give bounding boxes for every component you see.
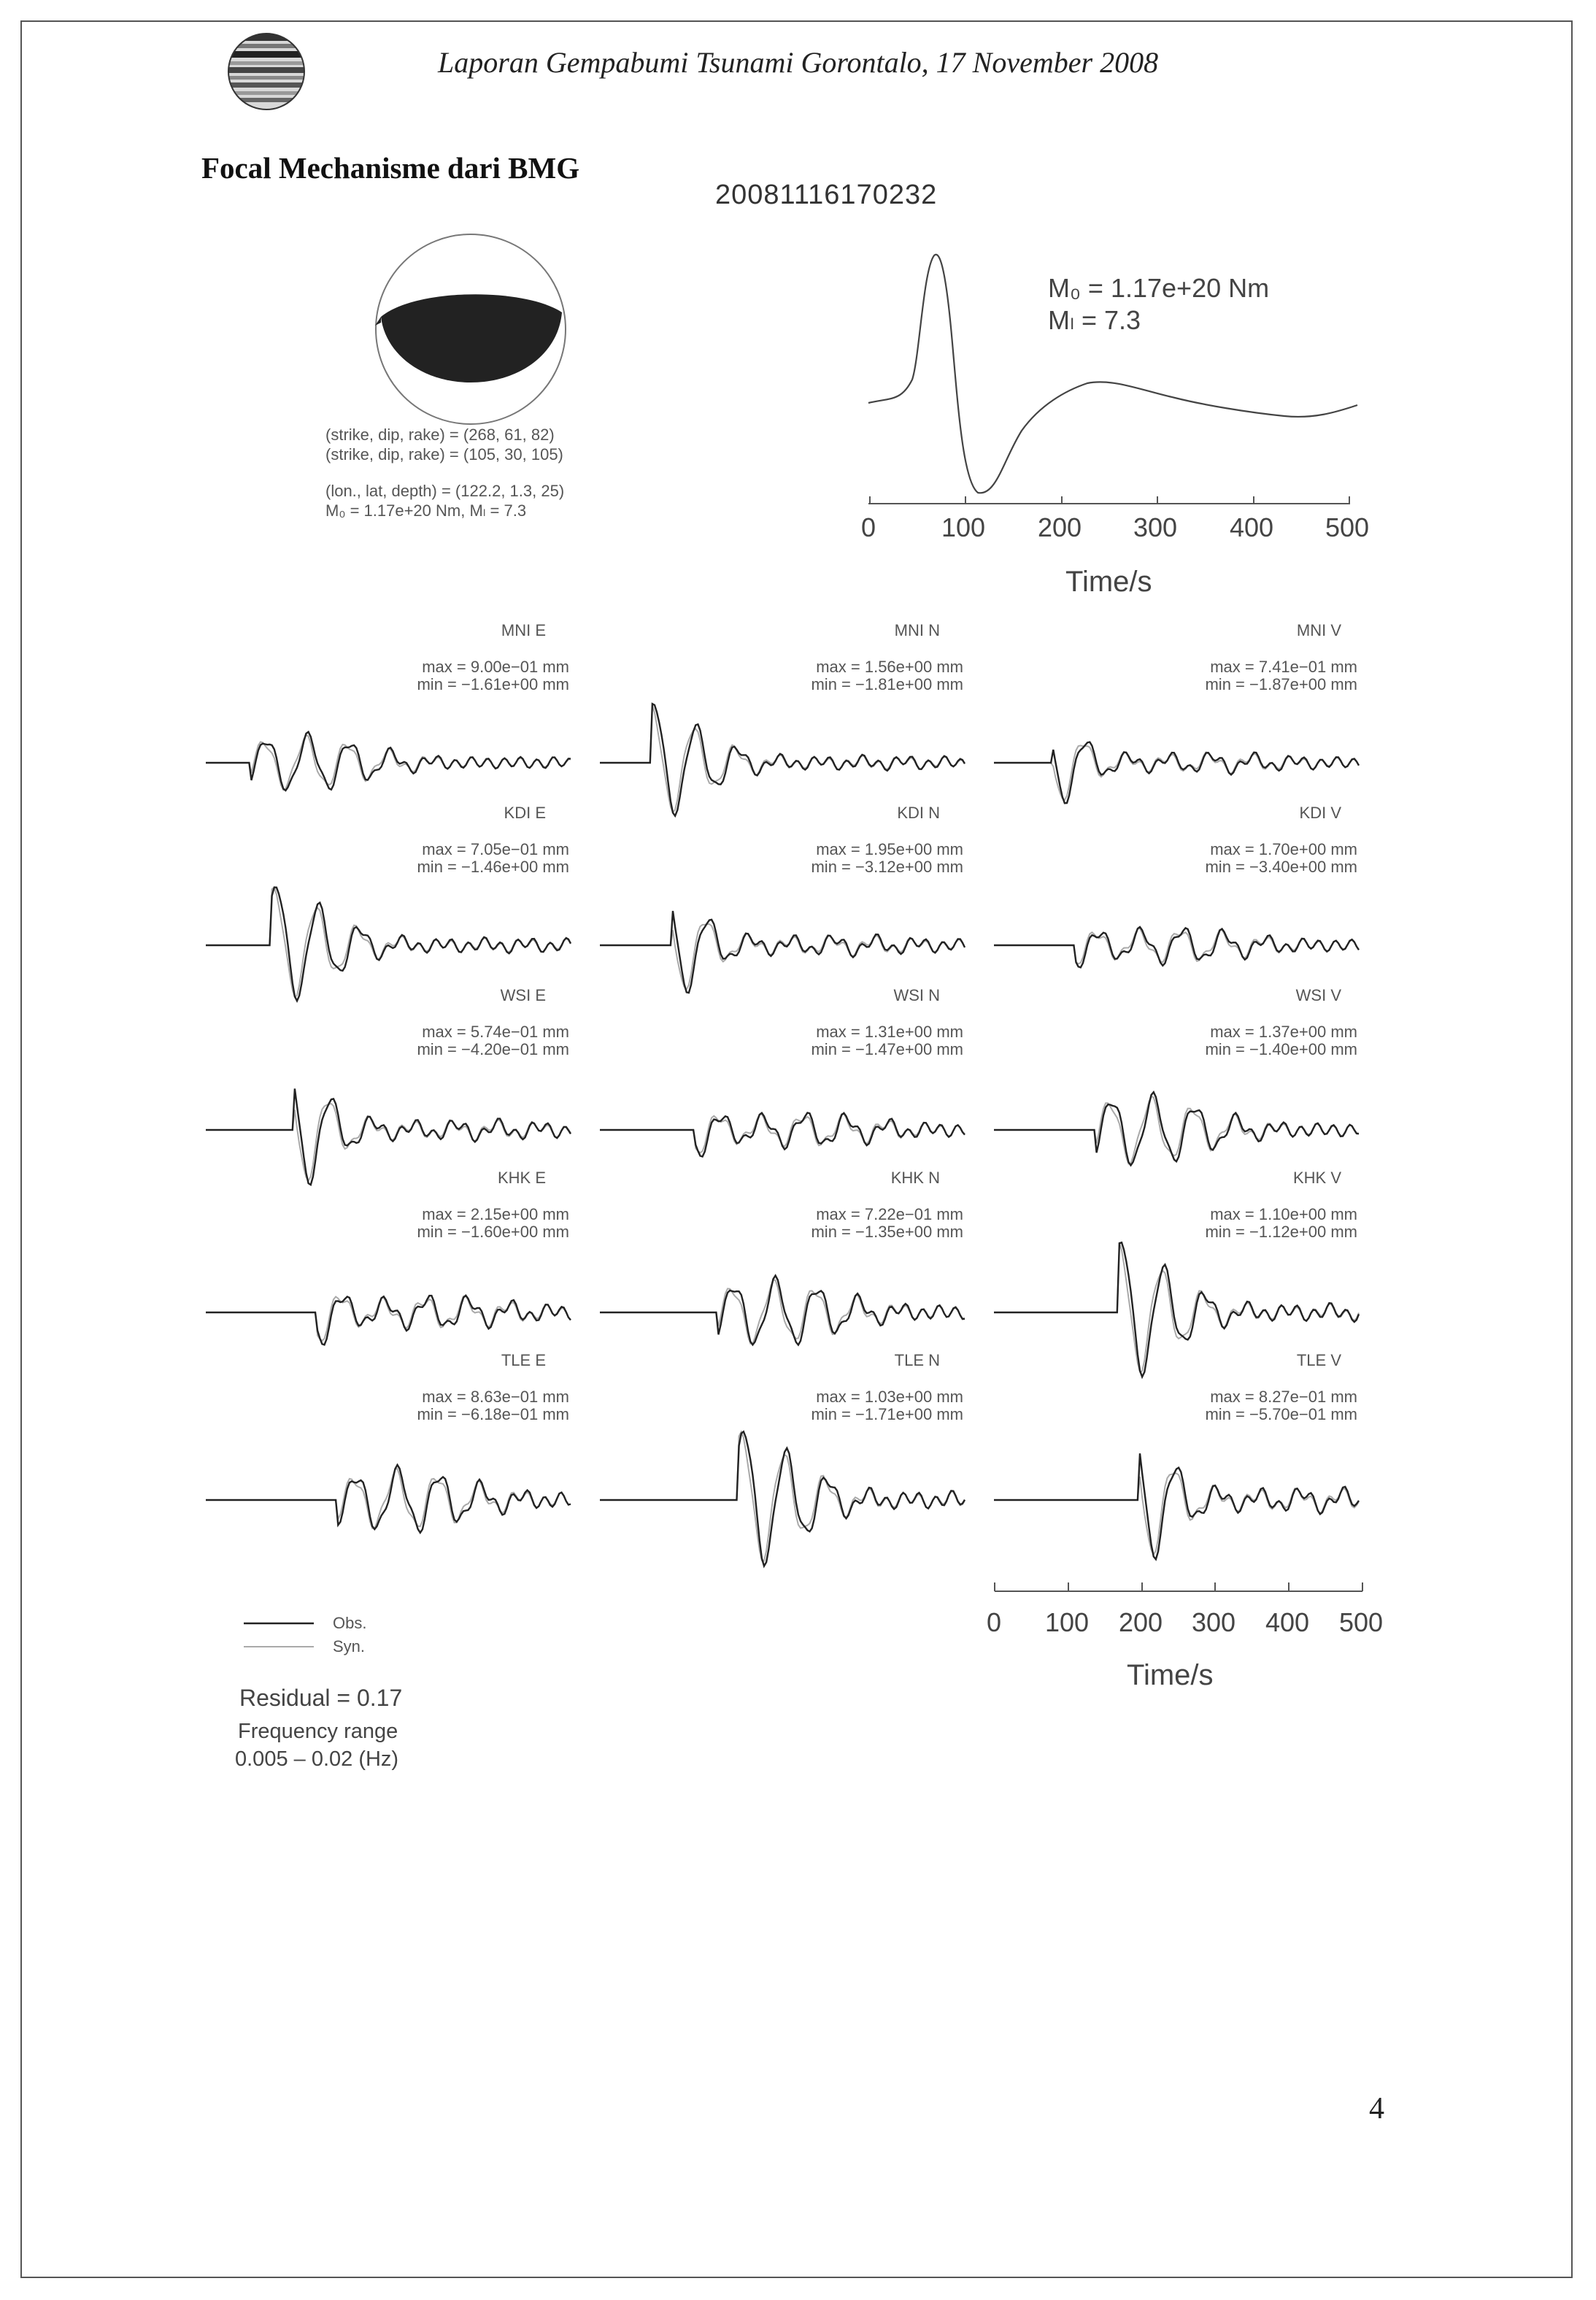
station-min: min = −1.40e+00 mm xyxy=(1205,1040,1357,1058)
station-max: max = 2.15e+00 mm xyxy=(422,1205,569,1223)
station-min: min = −1.12e+00 mm xyxy=(1205,1223,1357,1241)
observed-trace xyxy=(206,1465,571,1533)
bottom-tick-400: 400 xyxy=(1265,1607,1310,1637)
station-max: max = 1.37e+00 mm xyxy=(1210,1023,1357,1041)
station-max: max = 8.63e−01 mm xyxy=(422,1388,569,1406)
legend-lines xyxy=(241,1613,321,1657)
stf-moment-label: M₀ = 1.17e+20 Nm xyxy=(1048,273,1270,303)
station-name: MNI V xyxy=(1296,621,1341,639)
mechanism-line-4: M₀ = 1.17e+20 Nm, Mₗ = 7.3 xyxy=(325,501,527,520)
station-max: max = 1.56e+00 mm xyxy=(816,658,963,676)
stf-tick-0: 0 xyxy=(861,512,876,542)
station-max: max = 8.27e−01 mm xyxy=(1210,1388,1357,1406)
observed-trace xyxy=(994,1242,1359,1377)
residual-label: Residual = 0.17 xyxy=(239,1685,403,1711)
legend-syn-label: Syn. xyxy=(333,1637,366,1655)
bottom-xlabel: Time/s xyxy=(1127,1659,1214,1691)
station-max: max = 5.74e−01 mm xyxy=(422,1023,569,1041)
station-name: WSI E xyxy=(500,986,546,1004)
station-min: min = −1.81e+00 mm xyxy=(811,675,963,693)
mechanism-line-2: (strike, dip, rake) = (105, 30, 105) xyxy=(325,445,563,464)
station-min: min = −1.60e+00 mm xyxy=(417,1223,569,1241)
event-id: 20081116170232 xyxy=(715,180,938,210)
station-max: max = 7.05e−01 mm xyxy=(422,840,569,858)
synthetic-trace xyxy=(994,745,1359,800)
station-name: KDI E xyxy=(504,804,546,822)
observed-trace xyxy=(994,927,1359,968)
observed-trace xyxy=(600,911,965,993)
observed-trace xyxy=(994,1453,1359,1559)
station-max: max = 7.41e−01 mm xyxy=(1210,658,1357,676)
synthetic-trace xyxy=(600,1432,965,1561)
observed-trace xyxy=(206,1296,571,1345)
synthetic-trace xyxy=(600,924,965,989)
station-name: WSI V xyxy=(1295,986,1341,1004)
stf-tick-100: 100 xyxy=(941,512,986,542)
bottom-tick-100: 100 xyxy=(1045,1607,1090,1637)
station-name: KDI N xyxy=(897,804,940,822)
station-max: max = 1.70e+00 mm xyxy=(1210,840,1357,858)
station-min: min = −1.87e+00 mm xyxy=(1205,675,1357,693)
observed-trace xyxy=(206,1089,571,1185)
station-name: KHK N xyxy=(890,1169,940,1187)
synthetic-trace xyxy=(600,705,965,812)
station-min: min = −1.71e+00 mm xyxy=(811,1405,963,1423)
header-title: Laporan Gempabumi Tsunami Gorontalo, 17 November 2008 xyxy=(438,46,1159,79)
section-title: Focal Mechanisme dari BMG xyxy=(201,151,580,185)
station-name: KHK V xyxy=(1292,1169,1341,1187)
stf-tick-200: 200 xyxy=(1038,512,1082,542)
stf-magnitude-label: Mₗ = 7.3 xyxy=(1048,305,1141,335)
observed-trace xyxy=(994,742,1359,804)
observed-trace xyxy=(206,888,571,1001)
stf-tick-400: 400 xyxy=(1230,512,1274,542)
station-min: min = −1.61e+00 mm xyxy=(417,675,569,693)
stf-tick-500: 500 xyxy=(1325,512,1370,542)
bottom-tick-500: 500 xyxy=(1339,1607,1384,1637)
station-min: min = −1.46e+00 mm xyxy=(417,858,569,876)
observed-trace xyxy=(206,732,571,791)
bottom-time-axis xyxy=(978,1577,1387,1606)
observed-trace xyxy=(600,704,965,816)
station-min: min = −3.12e+00 mm xyxy=(811,858,963,876)
observed-trace xyxy=(600,1431,965,1566)
station-min: min = −3.40e+00 mm xyxy=(1205,858,1357,876)
station-max: max = 7.22e−01 mm xyxy=(816,1205,963,1223)
frequency-range-value: 0.005 – 0.02 (Hz) xyxy=(235,1747,399,1771)
station-name: TLE N xyxy=(894,1351,940,1369)
station-name: KDI V xyxy=(1299,804,1341,822)
observed-trace xyxy=(600,1113,965,1157)
bottom-tick-0: 0 xyxy=(987,1607,1002,1637)
page-number: 4 xyxy=(1369,2092,1384,2126)
station-name: MNI E xyxy=(501,621,546,639)
station-max: max = 1.31e+00 mm xyxy=(816,1023,963,1041)
synthetic-trace xyxy=(994,928,1359,964)
station-name: TLE V xyxy=(1296,1351,1341,1369)
station-max: max = 1.95e+00 mm xyxy=(816,840,963,858)
bottom-tick-200: 200 xyxy=(1119,1607,1163,1637)
mechanism-line-1: (strike, dip, rake) = (268, 61, 82) xyxy=(325,426,555,444)
station-min: min = −1.35e+00 mm xyxy=(811,1223,963,1241)
bottom-tick-300: 300 xyxy=(1192,1607,1236,1637)
stf-xlabel: Time/s xyxy=(1065,566,1152,598)
station-min: min = −4.20e−01 mm xyxy=(417,1040,569,1058)
station-max: max = 1.03e+00 mm xyxy=(816,1388,963,1406)
stf-tick-300: 300 xyxy=(1133,512,1178,542)
station-name: TLE E xyxy=(501,1351,546,1369)
station-name: WSI N xyxy=(893,986,940,1004)
station-name: MNI N xyxy=(894,621,940,639)
synthetic-trace xyxy=(206,1104,571,1181)
synthetic-trace xyxy=(994,1473,1359,1554)
station-min: min = −6.18e−01 mm xyxy=(417,1405,569,1423)
station-max: max = 1.10e+00 mm xyxy=(1210,1205,1357,1223)
mechanism-line-3: (lon., lat, depth) = (122.2, 1.3, 25) xyxy=(325,482,565,500)
synthetic-trace xyxy=(994,1243,1359,1372)
station-name: KHK E xyxy=(497,1169,546,1187)
station-max: max = 9.00e−01 mm xyxy=(422,658,569,676)
frequency-range-label: Frequency range xyxy=(238,1720,398,1743)
station-min: min = −5.70e−01 mm xyxy=(1205,1405,1357,1423)
legend-obs-label: Obs. xyxy=(333,1614,367,1632)
station-min: min = −1.47e+00 mm xyxy=(811,1040,963,1058)
